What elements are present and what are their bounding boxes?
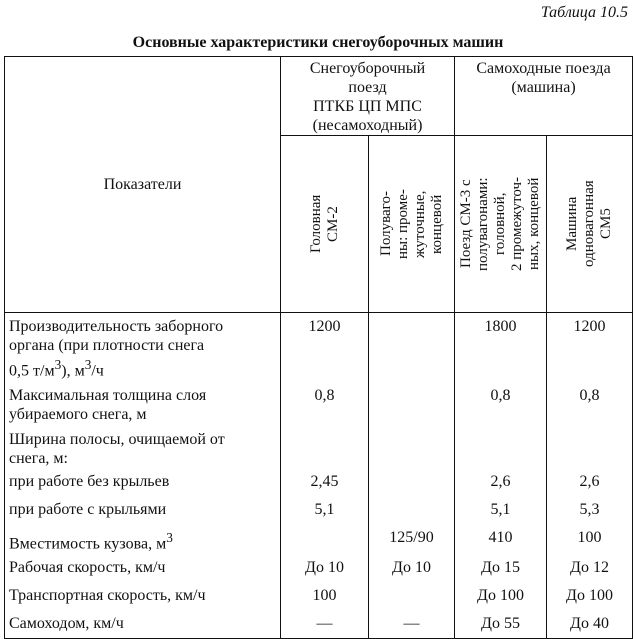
cell-value (369, 468, 455, 496)
cell-value: 2,45 (281, 468, 369, 496)
row-param: Транспортная скорость, км/ч (5, 582, 281, 610)
cell-value (369, 380, 455, 424)
cell-value: До 100 (455, 582, 547, 610)
table-row (5, 468, 633, 496)
cell-value: До 10 (281, 554, 369, 582)
cell-value: До 15 (455, 554, 547, 582)
cell-value: 100 (547, 524, 633, 553)
cell-value: 0,8 (547, 380, 633, 424)
row-param: Вместимость кузова, $м^3$ (5, 524, 281, 553)
characteristics-table (4, 56, 633, 639)
cell-value: 410 (455, 524, 547, 553)
row-param: Рабочая скорость, км/ч (5, 554, 281, 582)
header-parameters: Показатели (5, 57, 281, 313)
cell-value: 2,6 (455, 468, 547, 496)
table-title: Основные характеристики снегоуборочных машин (132, 34, 504, 51)
table-row (5, 582, 633, 610)
cell-value (369, 582, 455, 610)
cell-value (369, 313, 455, 381)
cell-value: 2,6 (547, 468, 633, 496)
header-group-self-propelled: Самоходные поезда (машина) (455, 57, 633, 136)
cell-value: 5,1 (281, 496, 369, 524)
cell-value: До 100 (547, 582, 633, 610)
header-col-machine-sm5: Машина одновагонная СМ5 (547, 136, 633, 313)
row-param: Производительность заборного органа (при плотности снега 0,5 $т/м^3$), $м^3/ч$ (5, 313, 281, 381)
table-row (5, 496, 633, 524)
cell-value: 100 (281, 582, 369, 610)
cell-value: 5,3 (547, 496, 633, 524)
cell-value (369, 496, 455, 524)
cell-value: До 12 (547, 554, 633, 582)
cell-value: 1200 (547, 313, 633, 381)
table-row (5, 313, 633, 381)
table-row (5, 610, 633, 639)
cell-value: — (369, 610, 455, 639)
row-param: Максимальная толщина слоя убираемого снега, м (5, 380, 281, 424)
cell-value: 1200 (281, 313, 369, 381)
row-param: при работе с крыльями (5, 496, 281, 524)
row-param: Ширина полосы, очищаемой от снега, м: (5, 424, 281, 468)
cell-value: До 55 (455, 610, 547, 639)
header-col-train-sm3: Поезд СМ-3 с полувагонами: головной, 2 промежуточ- ных, концевой (455, 136, 547, 313)
row-param: Самоходом, км/ч (5, 610, 281, 639)
table-row (5, 424, 633, 468)
header-col-head-sm2: Головная СМ-2 (281, 136, 369, 313)
header-group-ptkb: Снегоуборочный поезд ПТКБ ЦП МПС (несамоходный) (281, 57, 455, 136)
table-number: Таблица 10.5 (540, 4, 628, 21)
cell-value: До 10 (369, 554, 455, 582)
table-row (5, 524, 633, 553)
cell-value: 1800 (455, 313, 547, 381)
header-col-gondolas: Полуваго- ны: проме- жуточные, концевой (369, 136, 455, 313)
cell-value: До 40 (547, 610, 633, 639)
row-param: при работе без крыльев (5, 468, 281, 496)
table-row (5, 554, 633, 582)
table-row (5, 380, 633, 424)
cell-value: 0,8 (281, 380, 369, 424)
cell-value: 5,1 (455, 496, 547, 524)
cell-value: 125/90 (369, 524, 455, 553)
cell-value (281, 524, 369, 553)
cell-value: 0,8 (455, 380, 547, 424)
cell-value: — (281, 610, 369, 639)
